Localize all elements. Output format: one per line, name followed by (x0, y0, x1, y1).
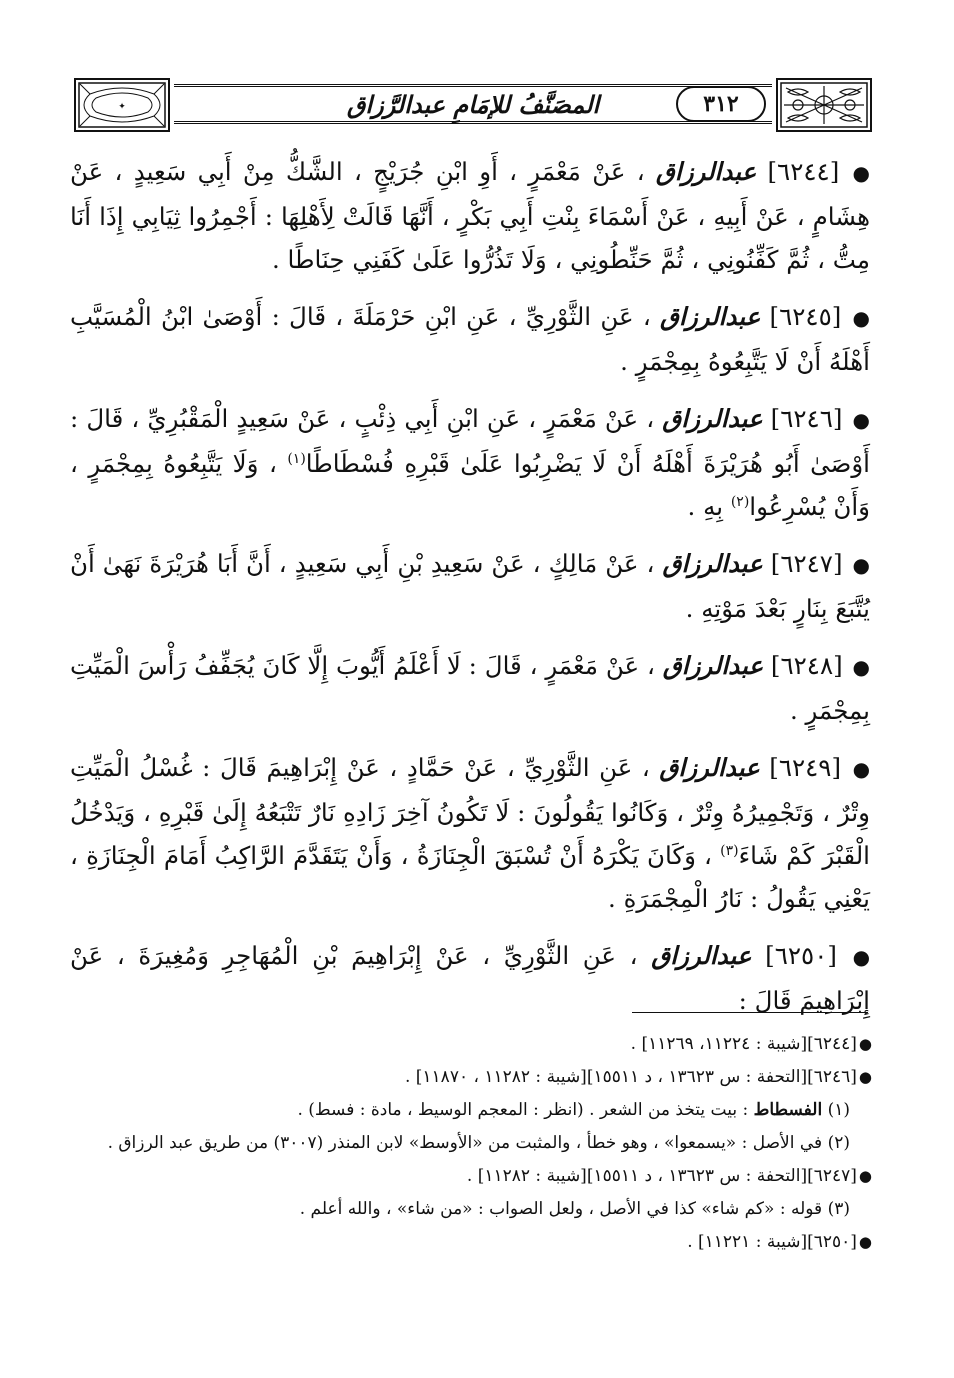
bullet-icon: ● (852, 655, 870, 679)
header-ornament-right (776, 78, 872, 132)
footnote-text: في الأصل : «يسمعوا» ، وهو خطأ ، والمثبت من «الأوسط» لابن المنذر (٣٠٠٧) من طريق عبد الرزاق . (107, 1133, 823, 1153)
footnote-ref[interactable]: (١) (287, 450, 306, 467)
footnote (90, 1193, 872, 1226)
hadith-number: [٦٢٤٥] (769, 302, 842, 331)
narrator-name: عبدالرزاق (651, 941, 752, 970)
hadith-text: ، عَنِ الثَّوْرِيِّ ، عَنِ ابْنِ حَرْمَلَةَ ، قَالَ : أَوْصَىٰ ابْنُ الْمُسَيَّبِ أَهْلَهُ أَنْ لَا يَتَّبِعُوهُ بِمِجْمَرٍ . (70, 302, 870, 376)
page-number: ٣١٢ (676, 86, 766, 122)
footnote-separator (632, 1012, 868, 1013)
hadith-number: [٦٢٥٠] (765, 941, 837, 970)
source-reference (90, 1160, 872, 1193)
hadith-number: [٦٢٤٤] (767, 157, 840, 186)
source-reference (90, 1226, 872, 1259)
hadith-text: ، عَنْ مَالِكٍ ، عَنْ سَعِيدِ بْنِ أَبِي سَعِيدٍ ، أَنَّ أَبَا هُرَيْرَةَ نَهَىٰ أَنْ يُتَّبَعَ بِنَارٍ بَعْدَ مَوْتِهِ . (70, 549, 870, 623)
footnote-marker: (٣) (827, 1199, 850, 1219)
hadith-entry (70, 644, 870, 732)
hadith-number: [٦٢٤٨] (770, 651, 843, 680)
hadith-entry (70, 746, 870, 920)
bullet-icon: ● (858, 1167, 872, 1185)
bullet-icon: ● (858, 1233, 872, 1251)
hadith-text: ، عَنِ الثَّوْرِيِّ ، عَنْ إِبْرَاهِيمَ بْنِ الْمُهَاجِرِ وَمُغِيرَةَ ، عَنْ إِبْرَاهِيمَ قَالَ : (70, 941, 870, 1015)
footnotes (90, 1028, 872, 1259)
hadith-entry (70, 542, 870, 630)
bullet-icon: ● (852, 161, 870, 185)
bullet-icon: ● (852, 945, 871, 969)
source-text: [٦٢٤٤][شيبة : ١١٢٢٤، ١١٢٦٩] . (630, 1034, 857, 1054)
running-header (74, 78, 872, 132)
narrator-name: عبدالرزاق (662, 404, 763, 433)
source-reference (90, 1061, 872, 1094)
bullet-icon: ● (852, 306, 870, 330)
footnote-ref[interactable]: (٣) (720, 842, 739, 859)
source-reference (90, 1028, 872, 1061)
hadith-number: [٦٢٤٩] (769, 753, 842, 782)
hadith-number: [٦٢٤٧] (770, 549, 843, 578)
narrator-name: عبدالرزاق (662, 651, 764, 680)
svg-text:✦: ✦ (118, 102, 126, 112)
bullet-icon: ● (852, 553, 870, 577)
hadith-entry (70, 934, 870, 1022)
hadith-text: ، وَكَانَ يَكْرَهُ أَنْ تُسْبَقَ الْجِنَازَةُ ، وَأَنْ يَتَقَدَّمَ الرَّاكِبُ أَمَامَ الْجِنَازَةِ ، يَعْنِي يَقُولُ : نَارُ الْمِجْمَرَةِ . (70, 841, 870, 913)
hadith-text: ، عَنْ مَعْمَرٍ ، أَوِ ابْنِ جُرَيْجٍ ، الشَّكُّ مِنْ أَبِي سَعِيدٍ ، عَنْ هِشَامٍ ، عَنْ أَبِيهِ ، عَنْ أَسْمَاءَ بِنْتِ أَبِي بَكْرٍ ، أَنَّهَا قَالَتْ لِأَهْلِهَا : أَجْمِرُوا ثِيَابِي إِذَا أَنَا مِتُّ ، ثُمَّ كَفِّنُونِي ، ثُمَّ حَنِّطُونِي ، وَلَا تَذُرُّوا عَلَىٰ كَفَنِي حِنَاطًا . (70, 157, 870, 274)
bullet-icon: ● (852, 757, 871, 781)
hadith-entry (70, 397, 870, 528)
hadith-number: [٦٢٤٦] (770, 404, 843, 433)
header-ornament-left (74, 78, 170, 132)
bullet-icon: ● (852, 408, 870, 432)
source-text: [٦٢٤٧][التحفة : س ١٣٦٢٣ ، د ١٥٥١١][شيبة : ١١٢٨٢] . (466, 1166, 857, 1186)
bullet-icon: ● (858, 1035, 872, 1053)
bullet-icon: ● (858, 1068, 872, 1086)
hadith-text: بِهِ . (687, 492, 724, 521)
hadith-text: ، عَنْ مَعْمَرٍ ، قَالَ : لَا أَعْلَمُ أَيُّوبَ إِلَّا كَانَ يُجَفِّفُ رَأْسَ الْمَيِّتِ بِمِجْمَرٍ . (70, 651, 870, 725)
hadith-text: ، عَنِ الثَّوْرِيِّ ، عَنْ حَمَّادٍ ، عَنْ إِبْرَاهِيمَ قَالَ : غُسْلُ الْمَيِّتِ وِتْرٌ ، وَتَجْمِيرُهُ وِتْرٌ ، وَكَانُوا يَقُولُونَ : لَا تَكُونُ آخِرَ زَادِهِ نَارٌ تَتْبَعُهُ إِلَىٰ قَبْرِهِ ، وَيَدْخُلُ الْقَبْرَ كَمْ شَاءَ (70, 753, 870, 870)
running-title: المصَنَّفُ للإمَامِ عبدالرَّزاق (346, 89, 600, 119)
hadith-text: ، وَلَا يَتَّبِعُوهُ بِمِجْمَرٍ ، وَأَنْ يُسْرِعُوا (70, 449, 870, 521)
footnote-marker: (٢) (827, 1133, 850, 1153)
source-text: [٦٢٤٦][التحفة : س ١٣٦٢٣ ، د ١٥٥١١][شيبة : ١١٢٨٢ ، ١١٨٧٠] . (404, 1067, 857, 1087)
narrator-name: عبدالرزاق (659, 753, 760, 782)
narrator-name: عبدالرزاق (655, 157, 757, 186)
main-text (70, 150, 870, 1036)
source-text: [٦٢٥٠][شيبة : ١١٢٢١] . (687, 1232, 857, 1252)
narrator-name: عبدالرزاق (660, 302, 761, 331)
hadith-entry (70, 150, 870, 281)
footnote-text: قوله : «كم شاء» كذا في الأصل ، ولعل الصواب : «من شاء» ، والله أعلم . (299, 1199, 823, 1219)
hadith-entry (70, 295, 870, 383)
footnote-term: الفسطاط (753, 1100, 823, 1120)
hadith-text: ، عَنْ مَعْمَرٍ ، عَنِ ابْنِ أَبِي ذِئْبٍ ، عَنْ سَعِيدٍ الْمَقْبُرِيِّ ، قَالَ : أَوْصَىٰ أَبُو هُرَيْرَةَ أَهْلَهُ أَنْ لَا يَضْرِبُوا عَلَىٰ قَبْرِهِ فُسْطَاطًا (70, 404, 870, 478)
footnote-marker: (١) (827, 1100, 850, 1120)
footnote (90, 1127, 872, 1160)
narrator-name: عبدالرزاق (662, 549, 763, 578)
footnote-ref[interactable]: (٢) (730, 493, 750, 510)
footnote (90, 1094, 872, 1127)
footnote-text: : بيت يتخذ من الشعر . (انظر : المعجم الوسيط ، مادة : فسط) . (297, 1100, 749, 1120)
